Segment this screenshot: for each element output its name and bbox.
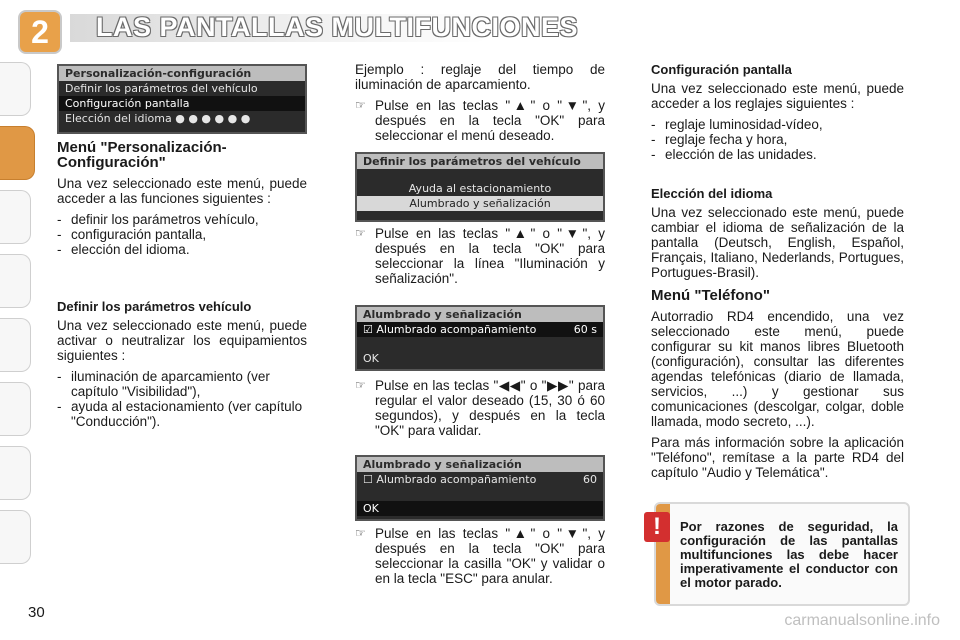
screen-title: Alumbrado y señalización [357,307,603,322]
chapter-tab[interactable] [0,382,31,436]
screen-row [357,472,603,487]
checkbox-icon: ☑ [363,323,373,336]
instruction-step [355,98,605,143]
screen-row-selected [357,322,603,337]
screen-title: Personalización-configuración [59,66,305,81]
instruction-step [355,226,605,286]
step-text: Pulse en las teclas "▲" o "▼", y después en la tecla "OK" para seleccionar la línea "Iluminación y señalización". [375,226,605,286]
screen-row: Ayuda al estacionamiento [408,182,552,195]
column-left [57,140,307,435]
screen-title: Alumbrado y señalización [357,457,603,472]
settings-list [651,117,904,162]
chapter-tab[interactable] [0,446,31,500]
screen-lighting-validate [355,455,605,521]
pointer-icon: ☞ [355,98,366,112]
chapter-number: 2 [18,10,62,54]
chapter-tab[interactable] [0,510,31,564]
column-right [651,62,904,486]
screen-lighting-edit [355,305,605,371]
page-title: LAS PANTALLAS MULTIFUNCIONES [96,12,578,42]
page-number: 30 [28,604,45,621]
screen-row-selected: Alumbrado y señalización [357,196,603,211]
screen-row-value: 60 s [573,323,597,336]
section-title-personalization: Menú "Personalización-Configuración" [57,139,227,171]
chapter-tab-active[interactable] [0,126,35,180]
list-item: - ayuda al estacionamiento (ver capítulo "Conducción"). [57,399,307,429]
screen-row-label: Alumbrado acompañamiento [376,323,537,336]
section-title-language: Elección del idioma [651,186,773,201]
step-text: Pulse en las teclas "◀◀" o "▶▶" para regular el valor deseado (15, 30 ó 60 segundos), y después en la tecla "OK" para validar. [375,378,605,438]
screen-ok-box: OK [357,501,603,516]
column-middle [355,62,605,149]
feature-list [57,212,307,257]
list-item: - iluminación de aparcamiento (ver capítulo "Visibilidad"), [57,369,307,399]
instruction-step [355,526,605,586]
checkbox-icon: ☐ [363,473,373,486]
screen-row-value: 60 [583,473,597,486]
paragraph: Autorradio RD4 encendido, una vez seleccionado este menú, puede configurar su kit manos libres Bluetooth (configuración), consultar las diferentes agendas telefónicas (diario de llamada, servicios, ...) y gestionar sus comunicaciones (descolgar, colgar, doble llamada, modo secreto, ...). [651,309,904,429]
pointer-icon: ☞ [355,378,366,392]
screen-ok-box: OK [363,352,379,365]
example-text: Ejemplo : reglaje del tiempo de iluminación de aparcamiento. [355,62,605,92]
screen-personalization [57,64,307,134]
section-title-telephone: Menú "Teléfono" [651,287,770,304]
chapter-tab[interactable] [0,190,31,244]
list-item: - configuración pantalla, [57,227,307,242]
step-text: Pulse en las teclas "▲" o "▼", y después en la tecla "OK" para seleccionar el menú deseado. [375,98,605,143]
chapter-tab[interactable] [0,318,31,372]
footer-watermark: carmanualsonline.info [784,612,940,629]
list-item: - elección del idioma. [57,242,307,257]
screen-row: Definir los parámetros del vehículo [65,82,258,95]
screen-row-label: Alumbrado acompañamiento [376,473,537,486]
chapter-tab[interactable] [0,62,31,116]
chapter-tab[interactable] [0,254,31,308]
list-item: - reglaje luminosidad-vídeo, [651,117,904,132]
paragraph: Una vez seleccionado este menú, puede acceder a los reglajes siguientes : [651,81,904,111]
page-header [0,0,960,60]
screen-title: Definir los parámetros del vehículo [357,154,603,169]
list-item: - reglaje fecha y hora, [651,132,904,147]
warning-text: Por razones de seguridad, la configuración de las pantallas multifunciones las debe hacer imperativamente el conductor con el motor parado. [680,519,898,590]
paragraph: Una vez seleccionado este menú, puede cambiar el idioma de señalización de la pantalla (Deutsch, English, Español, Français, Italiano, Nederlands, Portugues, Portugues-Brasil). [651,205,904,280]
screen-row [59,111,305,126]
chapter-tabs [0,62,40,582]
screen-vehicle-parameters [355,152,605,222]
instruction-step [355,378,605,438]
paragraph: Una vez seleccionado este menú, puede acceder a las funciones siguientes : [57,176,307,206]
paragraph: Para más información sobre la aplicación "Teléfono", remítase a la parte RD4 del capítulo "Audio y Telemática". [651,435,904,480]
paragraph: Una vez seleccionado este menú, puede activar o neutralizar los equipamientos siguientes : [57,318,307,363]
screen-row-label: Elección del idioma [65,112,172,125]
column-middle-step2 [355,226,605,292]
step-text: Pulse en las teclas "▲" o "▼", y después en la tecla "OK" para seleccionar la casilla "OK" y validar o en la tecla "ESC" para anular. [375,526,605,586]
section-title-vehicle: Definir los parámetros vehículo [57,299,252,314]
pointer-icon: ☞ [355,226,366,240]
language-flags: ● ● ● ● ● ● [175,112,251,125]
equipment-list [57,369,307,429]
list-item: - definir los parámetros vehículo, [57,212,307,227]
column-middle-step4 [355,526,605,592]
pointer-icon: ☞ [355,526,366,540]
screen-row-selected: Configuración pantalla [59,96,305,111]
column-middle-step3 [355,378,605,444]
exclamation-icon: ! [644,512,670,542]
section-title-display: Configuración pantalla [651,62,792,77]
safety-warning-box [654,502,910,606]
list-item: - elección de las unidades. [651,147,904,162]
